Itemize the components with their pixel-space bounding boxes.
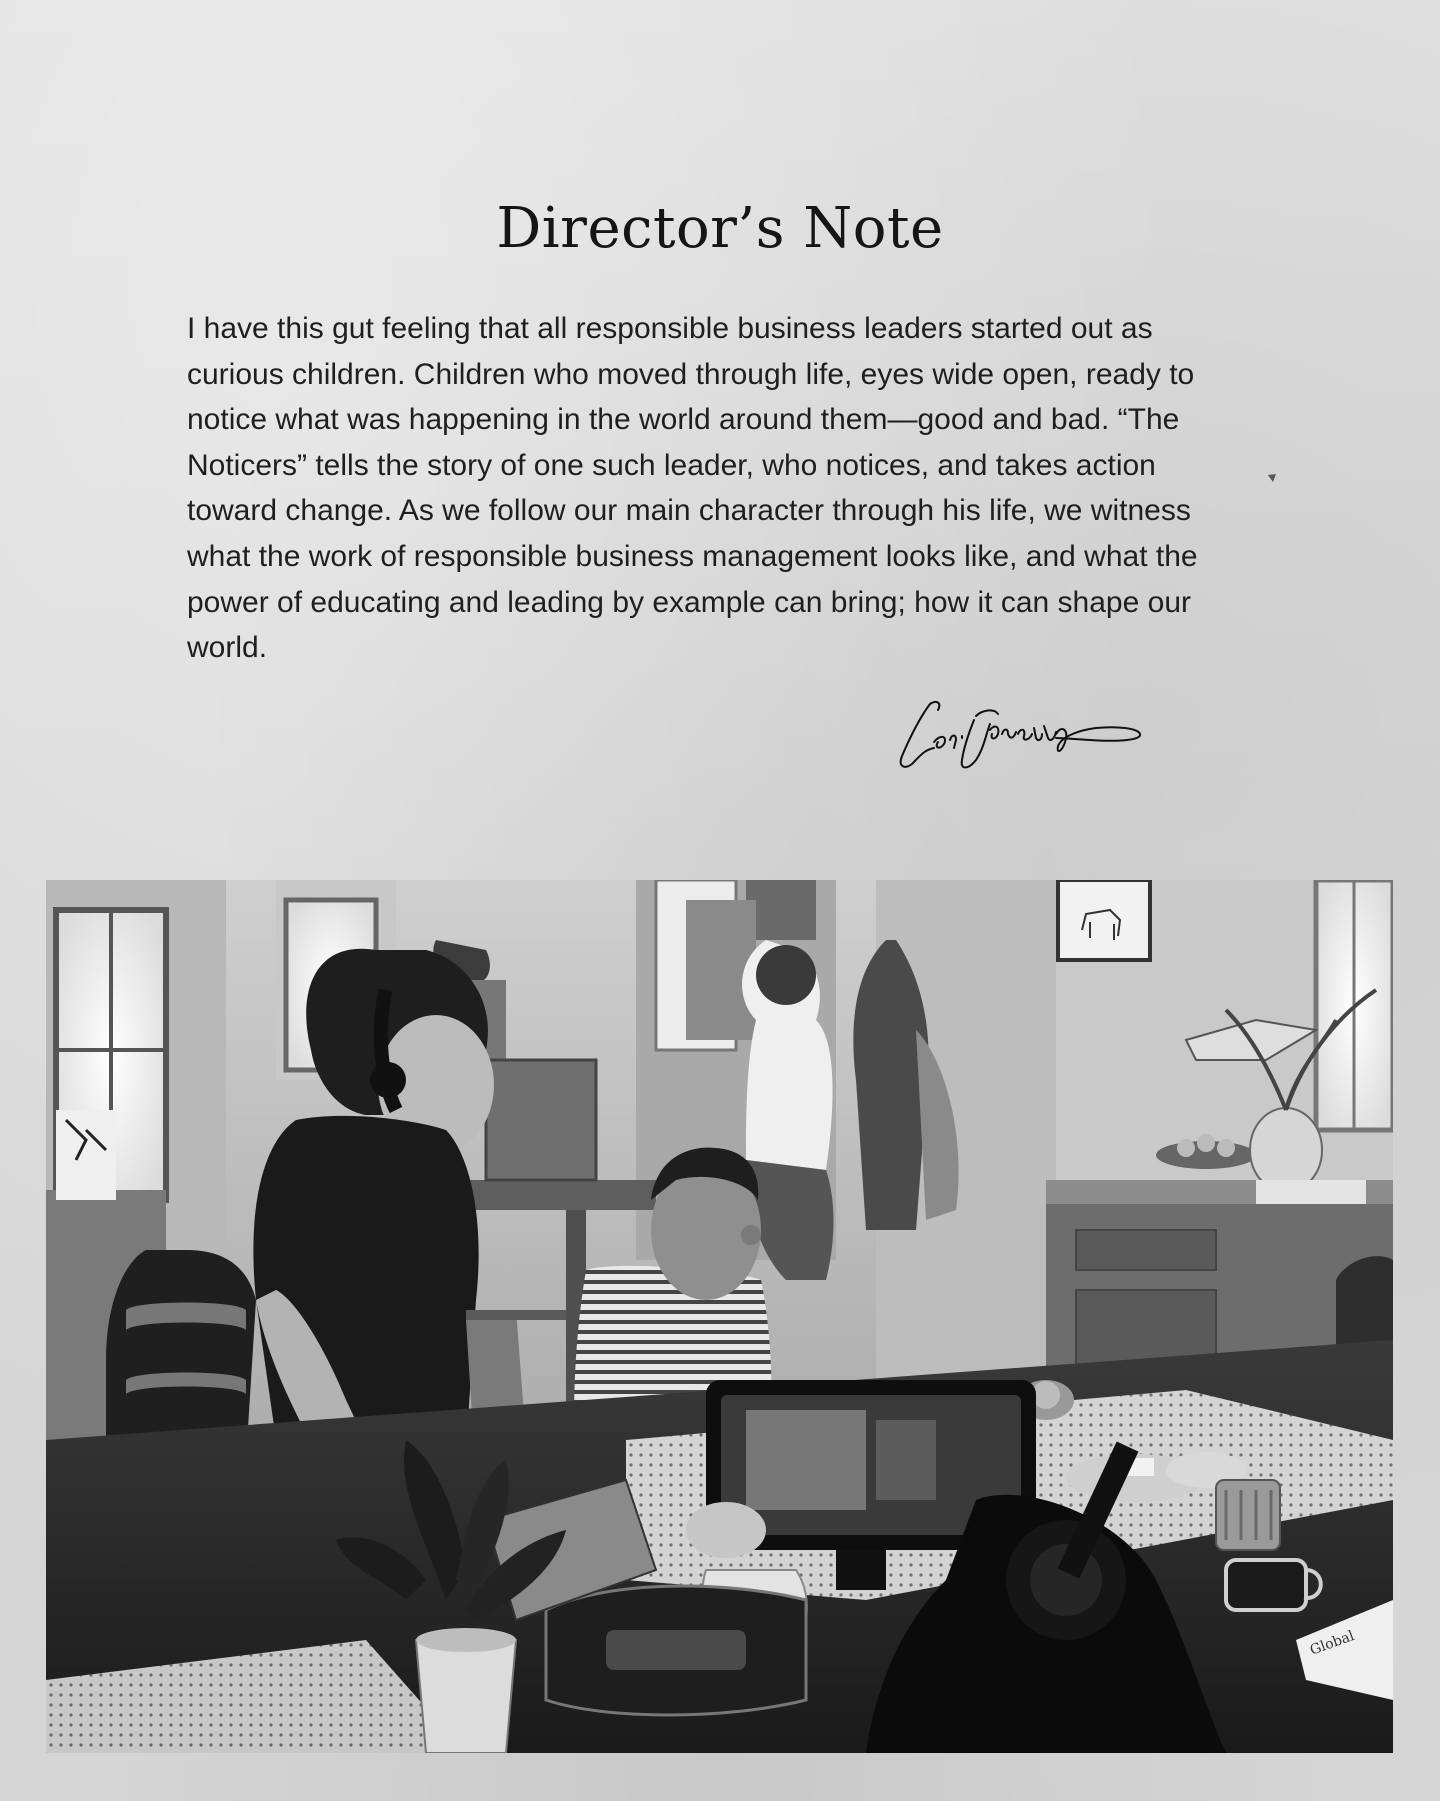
signature-icon bbox=[890, 690, 1150, 778]
paper-fleck-icon bbox=[1266, 472, 1278, 484]
photo-illustration bbox=[46, 880, 1393, 1753]
page-title: Director’s Note bbox=[496, 196, 944, 261]
newspaper-masthead: Global bbox=[1307, 1628, 1357, 1659]
note-body-text: I have this gut feeling that all responsible business leaders started out as curious children. Children who moved through life, eyes wide open, ready to notice what was happening in the world around them—good and bad. “The Noticers” tells the story of one such leader, who notices, and takes action toward change. As we follow our main character through his life, we witness what the work of responsible business management looks like, and what the power of educating and leading by example can bring; how it can shape our world. bbox=[187, 312, 1198, 665]
behind-the-scenes-photo bbox=[46, 880, 1393, 1753]
